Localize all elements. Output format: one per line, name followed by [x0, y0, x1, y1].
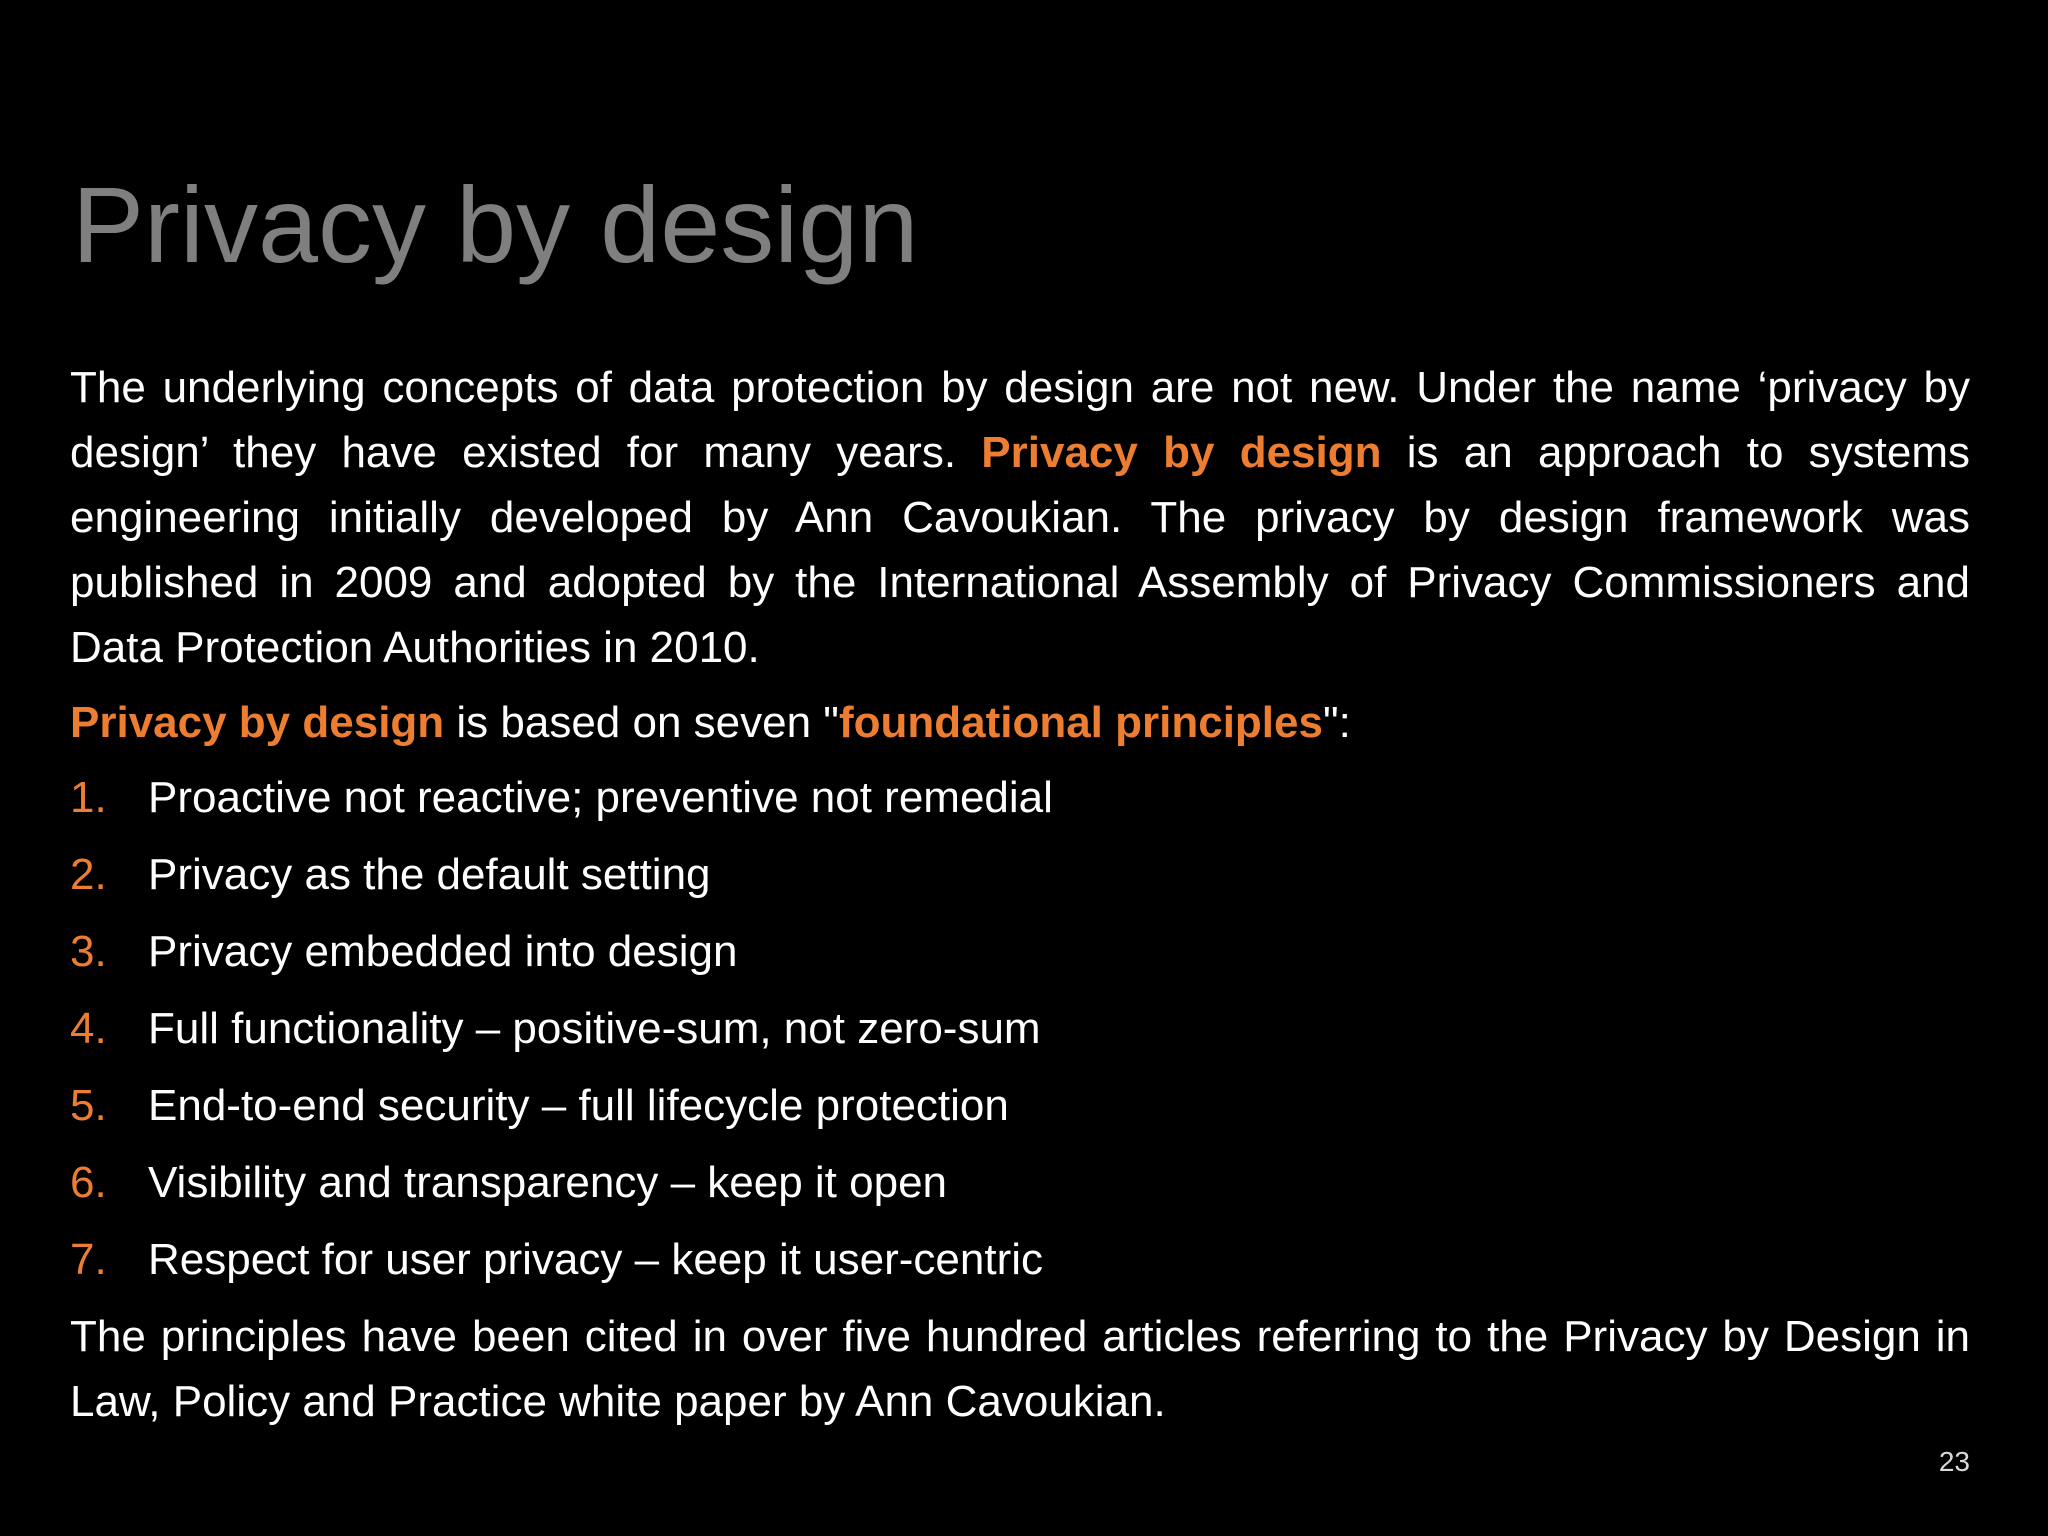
list-item-text: Proactive not reactive; preventive not remedial	[148, 773, 1053, 822]
intro-paragraph	[70, 355, 1970, 680]
list-item	[70, 1227, 1970, 1304]
list-item-text: Full functionality – positive-sum, not zero-sum	[148, 1004, 1041, 1053]
list-item	[70, 919, 1970, 996]
principles-intro-part2: ":	[1322, 698, 1351, 747]
list-item-number: 6.	[70, 1158, 107, 1207]
principles-intro-highlight2: foundational principles	[838, 698, 1323, 747]
slide-title: Privacy by design	[72, 164, 919, 285]
list-item	[70, 765, 1970, 842]
list-item-number: 2.	[70, 850, 107, 899]
intro-text-part2: is an approach to systems engineering initially developed by Ann Cavoukian. The privacy by design framework was published in 2009 and adopted by the International Assembly of Privacy Commissioners and Data Protection Authorities in 2010.	[70, 428, 1971, 672]
list-item	[70, 1150, 1970, 1227]
principles-list	[70, 765, 1970, 1304]
slide-body	[70, 355, 1970, 1434]
list-item	[70, 842, 1970, 919]
page-number: 23	[1938, 1446, 1970, 1477]
list-item-text: Privacy as the default setting	[148, 850, 711, 899]
list-item-text: Privacy embedded into design	[148, 927, 738, 976]
principles-intro	[70, 690, 1970, 755]
list-item	[70, 996, 1970, 1073]
closing-paragraph: The principles have been cited in over five hundred articles referring to the Privacy by Design in Law, Policy and Practice white paper by Ann Cavoukian.	[70, 1312, 1970, 1426]
principles-intro-part1: is based on seven "	[444, 698, 839, 747]
intro-text-part1: The underlying concepts of data protection by design are not new. Under the name ‘privacy by design’ they have existed for many years.	[70, 363, 1970, 477]
list-item-text: End-to-end security – full lifecycle protection	[148, 1081, 1009, 1130]
list-item-number: 1.	[70, 773, 107, 822]
list-item-number: 4.	[70, 1004, 107, 1053]
list-item-number: 3.	[70, 927, 107, 976]
list-item-number: 7.	[70, 1235, 107, 1284]
intro-highlight: Privacy by design	[981, 428, 1382, 477]
list-item	[70, 1073, 1970, 1150]
principles-intro-highlight1: Privacy by design	[70, 698, 445, 747]
list-item-text: Visibility and transparency – keep it open	[148, 1158, 948, 1207]
list-item-number: 5.	[70, 1081, 107, 1130]
list-item-text: Respect for user privacy – keep it user-centric	[148, 1235, 1044, 1284]
